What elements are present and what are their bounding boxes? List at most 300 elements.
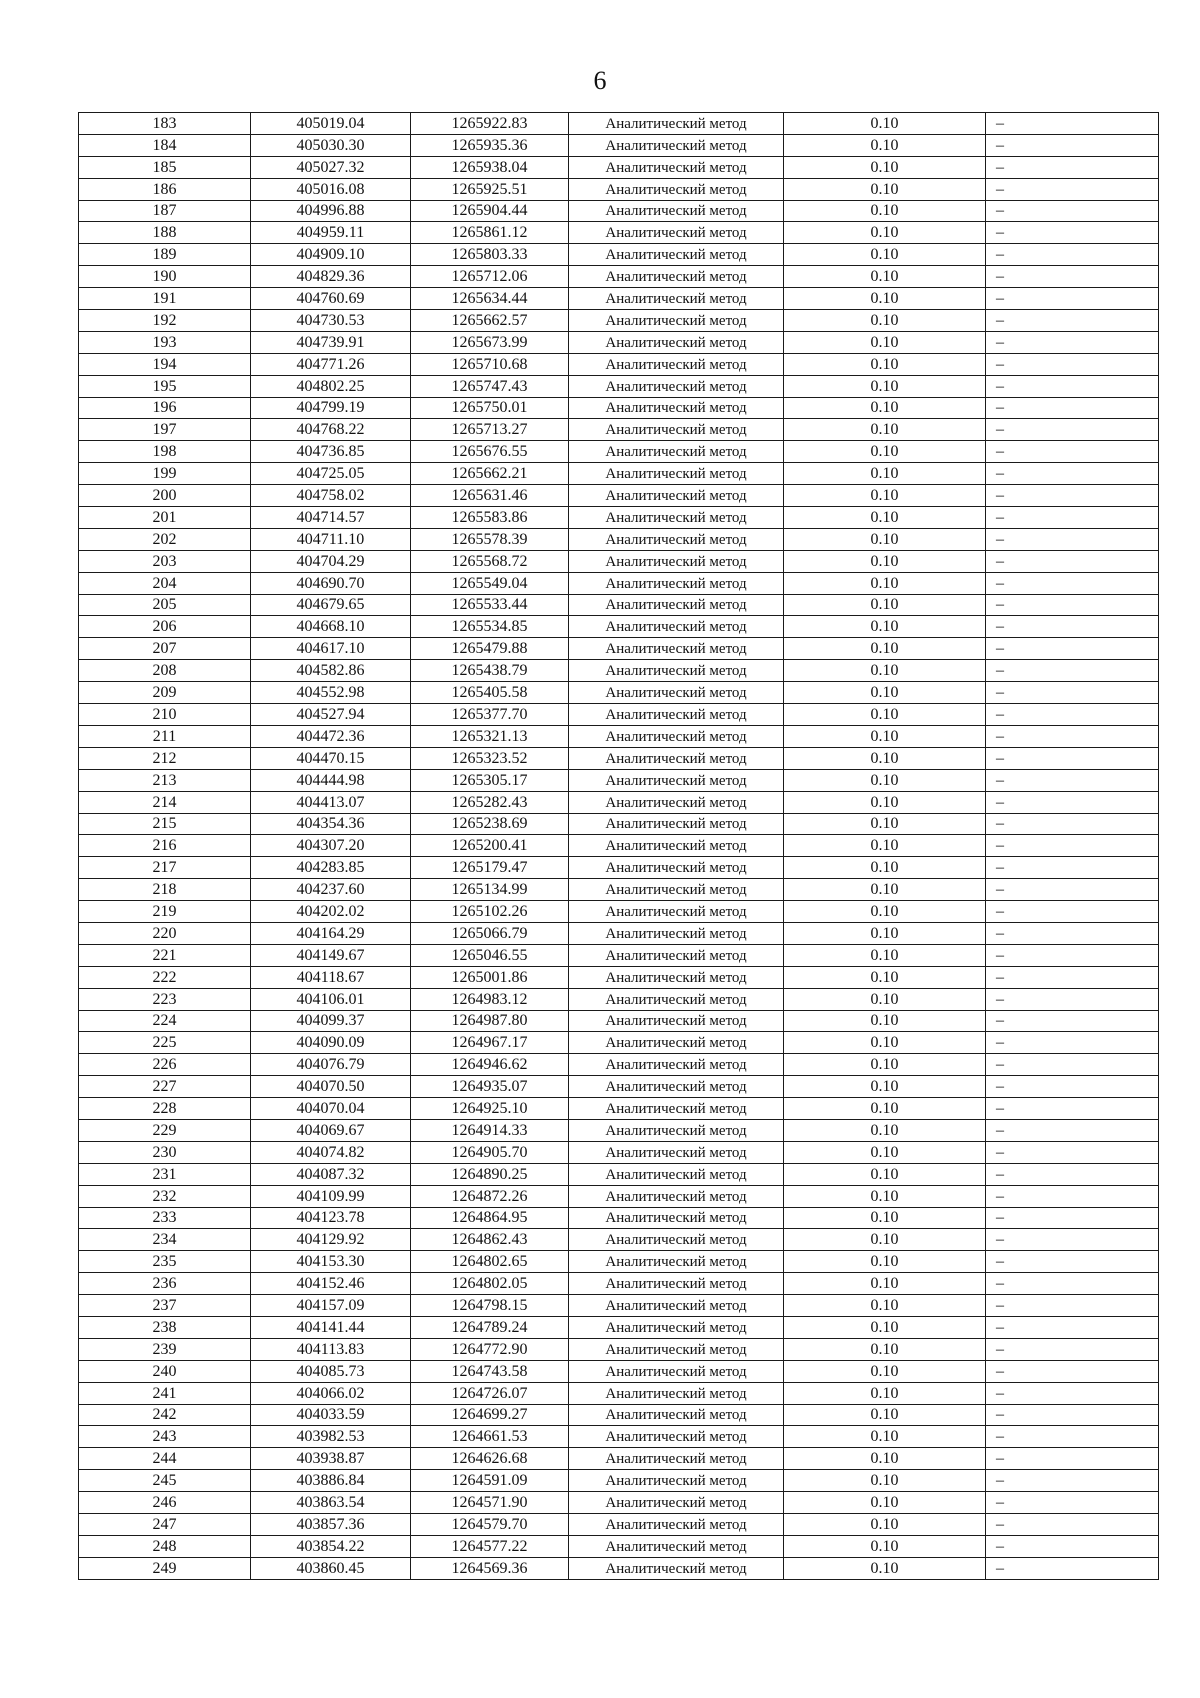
y-coordinate-cell: 1265747.43 [411, 375, 569, 397]
note-cell: – [986, 1316, 1159, 1338]
x-coordinate-cell: 404799.19 [251, 397, 411, 419]
method-cell: Аналитический метод [569, 1382, 784, 1404]
point-number-cell: 194 [79, 353, 251, 375]
x-coordinate-cell: 404909.10 [251, 244, 411, 266]
note-cell: – [986, 769, 1159, 791]
note-cell: – [986, 419, 1159, 441]
method-cell: Аналитический метод [569, 1273, 784, 1295]
method-cell: Аналитический метод [569, 1251, 784, 1273]
y-coordinate-cell: 1265631.46 [411, 485, 569, 507]
x-coordinate-cell: 404164.29 [251, 922, 411, 944]
x-coordinate-cell: 404070.04 [251, 1098, 411, 1120]
table-row [79, 331, 1159, 353]
accuracy-cell: 0.10 [784, 134, 986, 156]
table-row [79, 901, 1159, 923]
table-row [79, 572, 1159, 594]
table-row [79, 1382, 1159, 1404]
y-coordinate-cell: 1265179.47 [411, 857, 569, 879]
table-row [79, 1032, 1159, 1054]
note-cell: – [986, 922, 1159, 944]
y-coordinate-cell: 1265438.79 [411, 660, 569, 682]
note-cell: – [986, 1032, 1159, 1054]
note-cell: – [986, 594, 1159, 616]
accuracy-cell: 0.10 [784, 266, 986, 288]
point-number-cell: 214 [79, 791, 251, 813]
x-coordinate-cell: 404087.32 [251, 1163, 411, 1185]
table-row [79, 134, 1159, 156]
point-number-cell: 243 [79, 1426, 251, 1448]
x-coordinate-cell: 403854.22 [251, 1535, 411, 1557]
y-coordinate-cell: 1265549.04 [411, 572, 569, 594]
point-number-cell: 216 [79, 835, 251, 857]
x-coordinate-cell: 404152.46 [251, 1273, 411, 1295]
point-number-cell: 238 [79, 1316, 251, 1338]
y-coordinate-cell: 1265323.52 [411, 747, 569, 769]
method-cell: Аналитический метод [569, 1514, 784, 1536]
y-coordinate-cell: 1264743.58 [411, 1360, 569, 1382]
table-row [79, 1054, 1159, 1076]
method-cell: Аналитический метод [569, 1470, 784, 1492]
x-coordinate-cell: 404113.83 [251, 1338, 411, 1360]
point-number-cell: 198 [79, 441, 251, 463]
x-coordinate-cell: 404736.85 [251, 441, 411, 463]
x-coordinate-cell: 404802.25 [251, 375, 411, 397]
accuracy-cell: 0.10 [784, 988, 986, 1010]
note-cell: – [986, 331, 1159, 353]
table-row [79, 616, 1159, 638]
point-number-cell: 247 [79, 1514, 251, 1536]
table-row [79, 1295, 1159, 1317]
y-coordinate-cell: 1265102.26 [411, 901, 569, 923]
table-row [79, 397, 1159, 419]
method-cell: Аналитический метод [569, 134, 784, 156]
method-cell: Аналитический метод [569, 1426, 784, 1448]
table-row [79, 1163, 1159, 1185]
method-cell: Аналитический метод [569, 375, 784, 397]
y-coordinate-cell: 1264577.22 [411, 1535, 569, 1557]
x-coordinate-cell: 404085.73 [251, 1360, 411, 1382]
x-coordinate-cell: 404123.78 [251, 1207, 411, 1229]
method-cell: Аналитический метод [569, 1207, 784, 1229]
x-coordinate-cell: 404690.70 [251, 572, 411, 594]
y-coordinate-cell: 1265200.41 [411, 835, 569, 857]
accuracy-cell: 0.10 [784, 1514, 986, 1536]
y-coordinate-cell: 1264579.70 [411, 1514, 569, 1536]
x-coordinate-cell: 404582.86 [251, 660, 411, 682]
accuracy-cell: 0.10 [784, 682, 986, 704]
note-cell: – [986, 1054, 1159, 1076]
method-cell: Аналитический метод [569, 835, 784, 857]
method-cell: Аналитический метод [569, 944, 784, 966]
point-number-cell: 211 [79, 725, 251, 747]
table-row [79, 156, 1159, 178]
method-cell: Аналитический метод [569, 901, 784, 923]
accuracy-cell: 0.10 [784, 463, 986, 485]
point-number-cell: 184 [79, 134, 251, 156]
accuracy-cell: 0.10 [784, 156, 986, 178]
point-number-cell: 233 [79, 1207, 251, 1229]
note-cell: – [986, 879, 1159, 901]
x-coordinate-cell: 404739.91 [251, 331, 411, 353]
method-cell: Аналитический метод [569, 1448, 784, 1470]
method-cell: Аналитический метод [569, 1098, 784, 1120]
note-cell: – [986, 1382, 1159, 1404]
y-coordinate-cell: 1265662.57 [411, 310, 569, 332]
y-coordinate-cell: 1264772.90 [411, 1338, 569, 1360]
table-row [79, 1448, 1159, 1470]
method-cell: Аналитический метод [569, 572, 784, 594]
accuracy-cell: 0.10 [784, 1229, 986, 1251]
accuracy-cell: 0.10 [784, 1098, 986, 1120]
y-coordinate-cell: 1265676.55 [411, 441, 569, 463]
point-number-cell: 228 [79, 1098, 251, 1120]
method-cell: Аналитический метод [569, 1141, 784, 1163]
page-number: 6 [593, 66, 607, 95]
x-coordinate-cell: 404033.59 [251, 1404, 411, 1426]
point-number-cell: 240 [79, 1360, 251, 1382]
x-coordinate-cell: 404768.22 [251, 419, 411, 441]
y-coordinate-cell: 1265673.99 [411, 331, 569, 353]
point-number-cell: 205 [79, 594, 251, 616]
note-cell: – [986, 550, 1159, 572]
point-number-cell: 227 [79, 1076, 251, 1098]
point-number-cell: 241 [79, 1382, 251, 1404]
note-cell: – [986, 988, 1159, 1010]
y-coordinate-cell: 1264914.33 [411, 1119, 569, 1141]
accuracy-cell: 0.10 [784, 178, 986, 200]
note-cell: – [986, 1229, 1159, 1251]
y-coordinate-cell: 1265938.04 [411, 156, 569, 178]
method-cell: Аналитический метод [569, 419, 784, 441]
note-cell: – [986, 901, 1159, 923]
method-cell: Аналитический метод [569, 1185, 784, 1207]
x-coordinate-cell: 404679.65 [251, 594, 411, 616]
table-row [79, 966, 1159, 988]
method-cell: Аналитический метод [569, 638, 784, 660]
accuracy-cell: 0.10 [784, 1360, 986, 1382]
x-coordinate-cell: 404725.05 [251, 463, 411, 485]
accuracy-cell: 0.10 [784, 813, 986, 835]
y-coordinate-cell: 1265634.44 [411, 288, 569, 310]
note-cell: – [986, 397, 1159, 419]
x-coordinate-cell: 404711.10 [251, 528, 411, 550]
note-cell: – [986, 791, 1159, 813]
y-coordinate-cell: 1265405.58 [411, 682, 569, 704]
table-body [79, 113, 1159, 1580]
table-row [79, 835, 1159, 857]
method-cell: Аналитический метод [569, 594, 784, 616]
method-cell: Аналитический метод [569, 813, 784, 835]
y-coordinate-cell: 1265583.86 [411, 507, 569, 529]
point-number-cell: 231 [79, 1163, 251, 1185]
table-row [79, 747, 1159, 769]
accuracy-cell: 0.10 [784, 791, 986, 813]
y-coordinate-cell: 1265377.70 [411, 704, 569, 726]
note-cell: – [986, 704, 1159, 726]
point-number-cell: 208 [79, 660, 251, 682]
table-row [79, 244, 1159, 266]
note-cell: – [986, 616, 1159, 638]
accuracy-cell: 0.10 [784, 1054, 986, 1076]
y-coordinate-cell: 1264946.62 [411, 1054, 569, 1076]
y-coordinate-cell: 1264872.26 [411, 1185, 569, 1207]
point-number-cell: 244 [79, 1448, 251, 1470]
note-cell: – [986, 156, 1159, 178]
method-cell: Аналитический метод [569, 966, 784, 988]
point-number-cell: 225 [79, 1032, 251, 1054]
method-cell: Аналитический метод [569, 113, 784, 135]
note-cell: – [986, 1557, 1159, 1579]
method-cell: Аналитический метод [569, 397, 784, 419]
accuracy-cell: 0.10 [784, 769, 986, 791]
y-coordinate-cell: 1265066.79 [411, 922, 569, 944]
note-cell: – [986, 200, 1159, 222]
y-coordinate-cell: 1265750.01 [411, 397, 569, 419]
method-cell: Аналитический метод [569, 331, 784, 353]
accuracy-cell: 0.10 [784, 1273, 986, 1295]
method-cell: Аналитический метод [569, 1404, 784, 1426]
y-coordinate-cell: 1264626.68 [411, 1448, 569, 1470]
note-cell: – [986, 1338, 1159, 1360]
table-row [79, 944, 1159, 966]
table-row [79, 791, 1159, 813]
x-coordinate-cell: 404704.29 [251, 550, 411, 572]
table-row [79, 1316, 1159, 1338]
note-cell: – [986, 1207, 1159, 1229]
point-number-cell: 187 [79, 200, 251, 222]
table-row [79, 1492, 1159, 1514]
method-cell: Аналитический метод [569, 769, 784, 791]
accuracy-cell: 0.10 [784, 397, 986, 419]
table-row [79, 222, 1159, 244]
point-number-cell: 212 [79, 747, 251, 769]
point-number-cell: 202 [79, 528, 251, 550]
table-row [79, 1338, 1159, 1360]
x-coordinate-cell: 404066.02 [251, 1382, 411, 1404]
note-cell: – [986, 178, 1159, 200]
y-coordinate-cell: 1265533.44 [411, 594, 569, 616]
accuracy-cell: 0.10 [784, 944, 986, 966]
method-cell: Аналитический метод [569, 660, 784, 682]
y-coordinate-cell: 1264571.90 [411, 1492, 569, 1514]
y-coordinate-cell: 1265238.69 [411, 813, 569, 835]
y-coordinate-cell: 1265803.33 [411, 244, 569, 266]
point-number-cell: 183 [79, 113, 251, 135]
method-cell: Аналитический метод [569, 747, 784, 769]
accuracy-cell: 0.10 [784, 288, 986, 310]
table-row [79, 682, 1159, 704]
accuracy-cell: 0.10 [784, 1338, 986, 1360]
note-cell: – [986, 1360, 1159, 1382]
table-row [79, 1010, 1159, 1032]
note-cell: – [986, 944, 1159, 966]
point-number-cell: 192 [79, 310, 251, 332]
accuracy-cell: 0.10 [784, 375, 986, 397]
x-coordinate-cell: 404472.36 [251, 725, 411, 747]
x-coordinate-cell: 405016.08 [251, 178, 411, 200]
table-row [79, 1426, 1159, 1448]
method-cell: Аналитический метод [569, 922, 784, 944]
point-number-cell: 209 [79, 682, 251, 704]
table-row [79, 638, 1159, 660]
point-number-cell: 230 [79, 1141, 251, 1163]
y-coordinate-cell: 1265282.43 [411, 791, 569, 813]
y-coordinate-cell: 1265568.72 [411, 550, 569, 572]
x-coordinate-cell: 403982.53 [251, 1426, 411, 1448]
y-coordinate-cell: 1264798.15 [411, 1295, 569, 1317]
point-number-cell: 210 [79, 704, 251, 726]
table-row [79, 1404, 1159, 1426]
table-row [79, 507, 1159, 529]
y-coordinate-cell: 1264905.70 [411, 1141, 569, 1163]
accuracy-cell: 0.10 [784, 528, 986, 550]
note-cell: – [986, 353, 1159, 375]
x-coordinate-cell: 404470.15 [251, 747, 411, 769]
y-coordinate-cell: 1264925.10 [411, 1098, 569, 1120]
point-number-cell: 218 [79, 879, 251, 901]
y-coordinate-cell: 1265935.36 [411, 134, 569, 156]
point-number-cell: 199 [79, 463, 251, 485]
x-coordinate-cell: 404283.85 [251, 857, 411, 879]
y-coordinate-cell: 1264802.05 [411, 1273, 569, 1295]
y-coordinate-cell: 1265713.27 [411, 419, 569, 441]
note-cell: – [986, 507, 1159, 529]
table-row [79, 1229, 1159, 1251]
note-cell: – [986, 244, 1159, 266]
accuracy-cell: 0.10 [784, 441, 986, 463]
accuracy-cell: 0.10 [784, 704, 986, 726]
accuracy-cell: 0.10 [784, 485, 986, 507]
method-cell: Аналитический метод [569, 288, 784, 310]
point-number-cell: 222 [79, 966, 251, 988]
y-coordinate-cell: 1265861.12 [411, 222, 569, 244]
method-cell: Аналитический метод [569, 353, 784, 375]
accuracy-cell: 0.10 [784, 419, 986, 441]
point-number-cell: 191 [79, 288, 251, 310]
y-coordinate-cell: 1264935.07 [411, 1076, 569, 1098]
y-coordinate-cell: 1265321.13 [411, 725, 569, 747]
table-row [79, 375, 1159, 397]
method-cell: Аналитический метод [569, 1229, 784, 1251]
method-cell: Аналитический метод [569, 528, 784, 550]
x-coordinate-cell: 404307.20 [251, 835, 411, 857]
point-number-cell: 204 [79, 572, 251, 594]
accuracy-cell: 0.10 [784, 1535, 986, 1557]
note-cell: – [986, 134, 1159, 156]
x-coordinate-cell: 404829.36 [251, 266, 411, 288]
point-number-cell: 188 [79, 222, 251, 244]
accuracy-cell: 0.10 [784, 1382, 986, 1404]
table-row [79, 660, 1159, 682]
point-number-cell: 206 [79, 616, 251, 638]
y-coordinate-cell: 1264890.25 [411, 1163, 569, 1185]
x-coordinate-cell: 404354.36 [251, 813, 411, 835]
note-cell: – [986, 1076, 1159, 1098]
x-coordinate-cell: 404149.67 [251, 944, 411, 966]
table-row [79, 550, 1159, 572]
coordinates-table [78, 112, 1159, 1580]
method-cell: Аналитический метод [569, 1076, 784, 1098]
point-number-cell: 217 [79, 857, 251, 879]
accuracy-cell: 0.10 [784, 113, 986, 135]
method-cell: Аналитический метод [569, 441, 784, 463]
y-coordinate-cell: 1265922.83 [411, 113, 569, 135]
note-cell: – [986, 1492, 1159, 1514]
method-cell: Аналитический метод [569, 1163, 784, 1185]
note-cell: – [986, 1426, 1159, 1448]
note-cell: – [986, 1273, 1159, 1295]
x-coordinate-cell: 405019.04 [251, 113, 411, 135]
point-number-cell: 195 [79, 375, 251, 397]
x-coordinate-cell: 404202.02 [251, 901, 411, 923]
table-row [79, 288, 1159, 310]
note-cell: – [986, 1163, 1159, 1185]
accuracy-cell: 0.10 [784, 1492, 986, 1514]
x-coordinate-cell: 404109.99 [251, 1185, 411, 1207]
accuracy-cell: 0.10 [784, 1426, 986, 1448]
table-row [79, 310, 1159, 332]
note-cell: – [986, 857, 1159, 879]
note-cell: – [986, 1404, 1159, 1426]
table-row [79, 1098, 1159, 1120]
point-number-cell: 185 [79, 156, 251, 178]
note-cell: – [986, 1448, 1159, 1470]
x-coordinate-cell: 404527.94 [251, 704, 411, 726]
table-row [79, 178, 1159, 200]
table-row [79, 769, 1159, 791]
x-coordinate-cell: 404069.67 [251, 1119, 411, 1141]
accuracy-cell: 0.10 [784, 1119, 986, 1141]
table-row [79, 1470, 1159, 1492]
table-row [79, 879, 1159, 901]
method-cell: Аналитический метод [569, 791, 784, 813]
x-coordinate-cell: 403863.54 [251, 1492, 411, 1514]
table-row [79, 266, 1159, 288]
point-number-cell: 200 [79, 485, 251, 507]
note-cell: – [986, 747, 1159, 769]
accuracy-cell: 0.10 [784, 200, 986, 222]
method-cell: Аналитический метод [569, 1119, 784, 1141]
note-cell: – [986, 1119, 1159, 1141]
note-cell: – [986, 1010, 1159, 1032]
y-coordinate-cell: 1265925.51 [411, 178, 569, 200]
accuracy-cell: 0.10 [784, 353, 986, 375]
x-coordinate-cell: 405030.30 [251, 134, 411, 156]
table-row [79, 353, 1159, 375]
point-number-cell: 236 [79, 1273, 251, 1295]
method-cell: Аналитический метод [569, 616, 784, 638]
point-number-cell: 193 [79, 331, 251, 353]
note-cell: – [986, 835, 1159, 857]
y-coordinate-cell: 1265904.44 [411, 200, 569, 222]
note-cell: – [986, 441, 1159, 463]
accuracy-cell: 0.10 [784, 594, 986, 616]
note-cell: – [986, 1514, 1159, 1536]
table-row [79, 1273, 1159, 1295]
accuracy-cell: 0.10 [784, 1207, 986, 1229]
accuracy-cell: 0.10 [784, 1404, 986, 1426]
x-coordinate-cell: 404714.57 [251, 507, 411, 529]
point-number-cell: 235 [79, 1251, 251, 1273]
note-cell: – [986, 813, 1159, 835]
accuracy-cell: 0.10 [784, 1295, 986, 1317]
note-cell: – [986, 660, 1159, 682]
x-coordinate-cell: 403857.36 [251, 1514, 411, 1536]
table-row [79, 1557, 1159, 1579]
table-row [79, 1535, 1159, 1557]
method-cell: Аналитический метод [569, 704, 784, 726]
method-cell: Аналитический метод [569, 1535, 784, 1557]
